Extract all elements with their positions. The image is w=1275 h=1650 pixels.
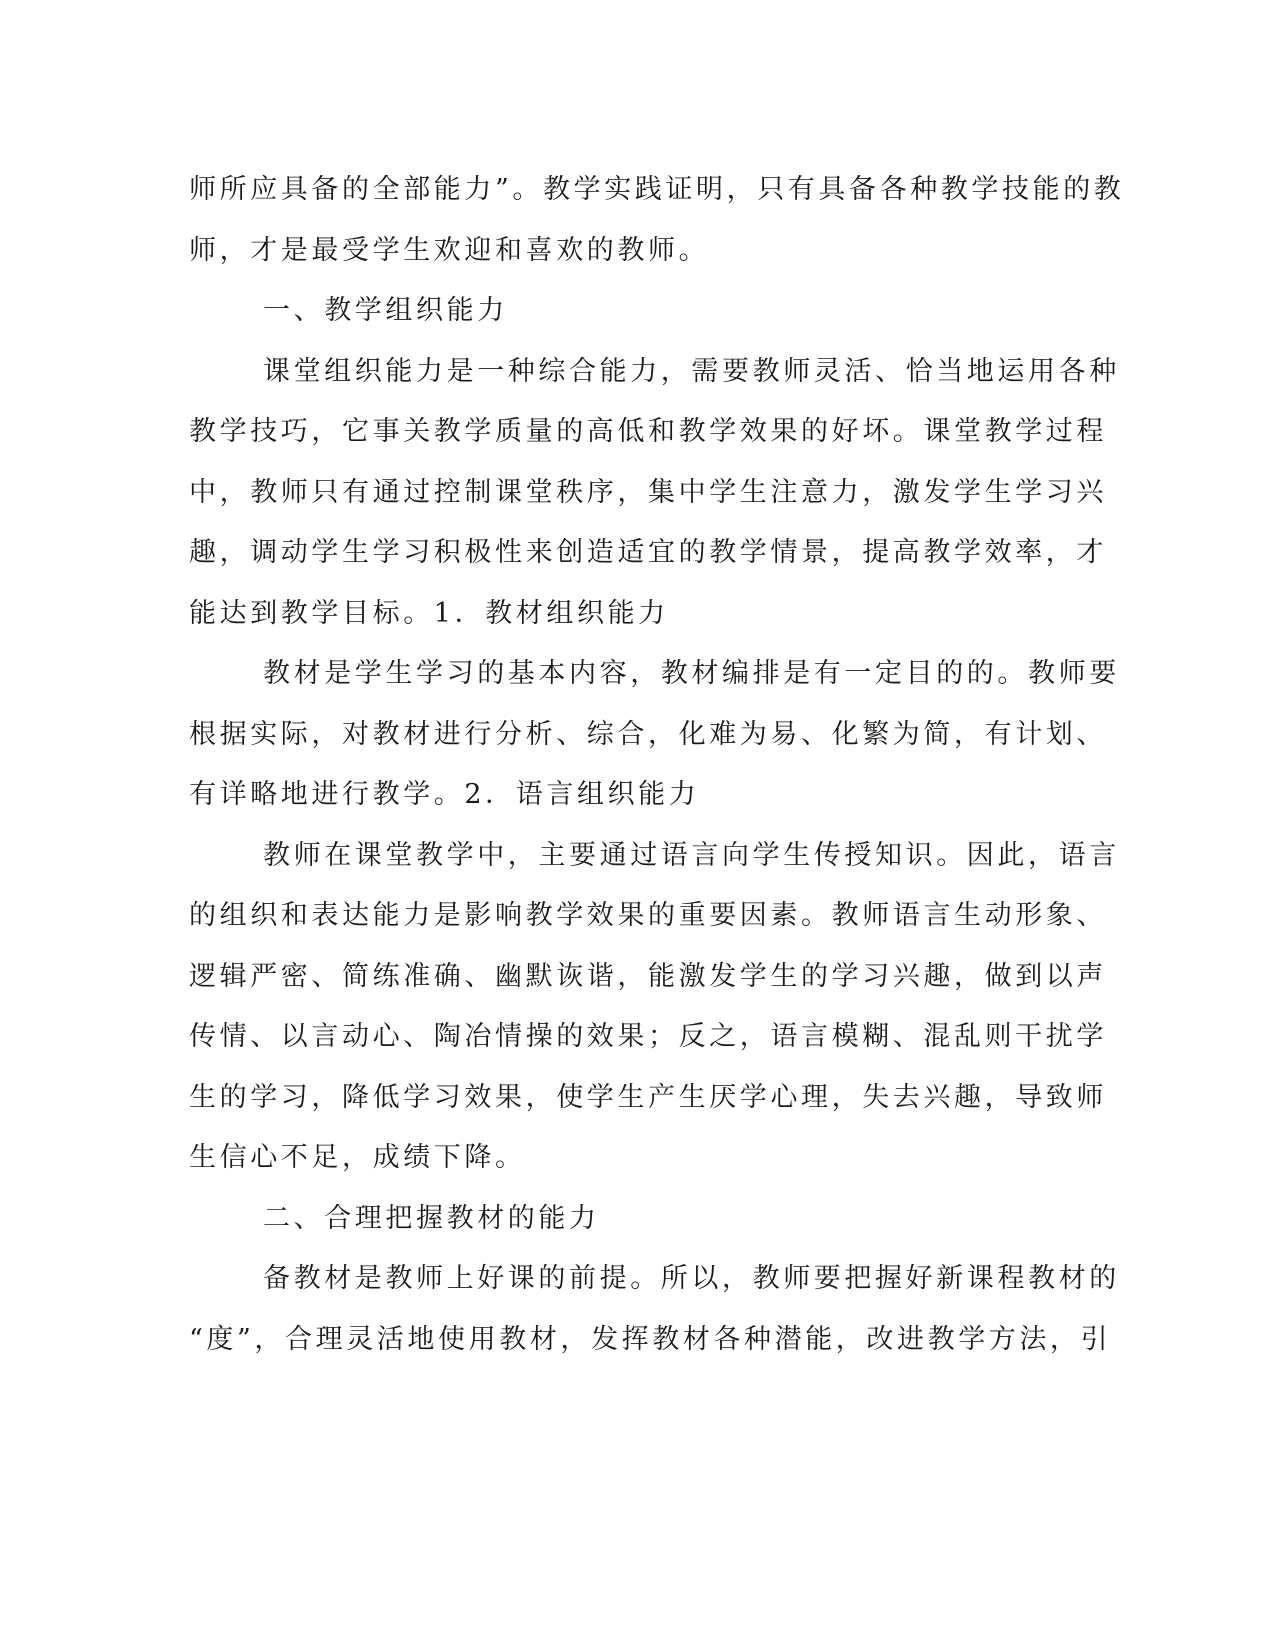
- text-line: “度”，合理灵活地使用教材，发挥教材各种潜能，改进教学方法，引: [189, 1323, 1112, 1355]
- text-line: 能达到教学目标。1．教材组织能力: [189, 597, 669, 629]
- text-line: 中，教师只有通过控制课堂秩序，集中学生注意力，激发学生学习兴: [189, 476, 1107, 508]
- text-line: 根据实际，对教材进行分析、综合，化难为易、化繁为简，有计划、: [189, 718, 1107, 750]
- paragraph-start: 课堂组织能力是一种综合能力，需要教师灵活、恰当地运用各种: [263, 355, 1120, 387]
- text-line: 生信心不足，成绩下降。: [189, 1142, 526, 1173]
- paragraph-start: 备教材是教师上好课的前提。所以，教师要把握好新课程教材的: [263, 1263, 1120, 1294]
- section-heading: 一、教学组织能力: [263, 295, 508, 326]
- text-line: 师所应具备的全部能力”。教学实践证明，只有具备各种教学技能的教: [189, 174, 1125, 205]
- text-line: 逻辑严密、简练准确、幽默诙谐，能激发学生的学习兴趣，做到以声: [189, 960, 1107, 992]
- text-line: 教学技巧，它事关教学质量的高低和教学效果的好坏。课堂教学过程: [189, 416, 1107, 447]
- text-line: 传情、以言动心、陶冶情操的效果；反之，语言模糊、混乱则干扰学: [189, 1021, 1107, 1052]
- paragraph-start: 教材是学生学习的基本内容，教材编排是有一定目的的。教师要: [263, 658, 1120, 689]
- body-text: [189, 160, 1125, 1370]
- text-line: 有详略地进行教学。2．语言组织能力: [189, 779, 700, 810]
- paragraph-start: 教师在课堂教学中，主要通过语言向学生传授知识。因此，语言: [263, 839, 1120, 871]
- text-line: 生的学习，降低学习效果，使学生产生厌学心理，失去兴趣，导致师: [189, 1081, 1107, 1113]
- text-line: 师，才是最受学生欢迎和喜欢的教师。: [189, 234, 710, 266]
- text-line: 的组织和表达能力是影响教学效果的重要因素。教师语言生动形象、: [189, 900, 1107, 931]
- text-line: 趣，调动学生学习积极性来创造适宜的教学情景，提高教学效率，才: [189, 537, 1107, 568]
- section-heading: 二、合理把握教材的能力: [263, 1202, 600, 1234]
